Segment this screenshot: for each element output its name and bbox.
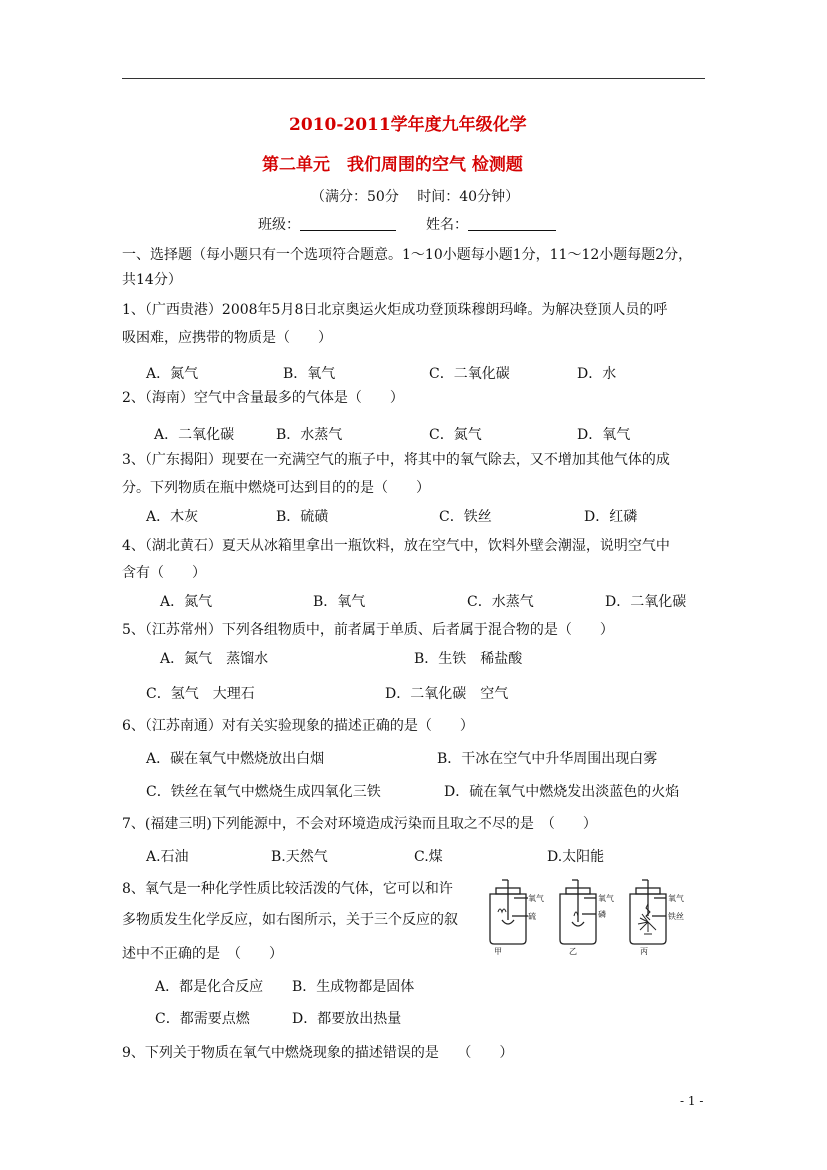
section-heading: 一、选择题（每小题只有一个选项符合题意。1～10小题每小题1分，11～12小题每题2分，: [122, 247, 693, 263]
jar1-caption: 甲: [494, 947, 502, 956]
section-heading-cont: 共14分）: [122, 272, 182, 288]
question-3-option-a: A．木灰: [146, 509, 199, 525]
question-1-option-c: C．二氧化碳: [429, 366, 510, 382]
header-rule: [122, 78, 705, 79]
question-6-option-c: C．铁丝在氧气中燃烧生成四氧化三铁: [146, 784, 381, 800]
question-2-option-d: D．氧气: [577, 427, 631, 443]
question-7-option-a: A.石油: [146, 849, 189, 865]
question-1-text: 1、（广西贵港）2008年5月8日北京奥运火炬成功登顶珠穆朗玛峰。为解决登顶人员的呼: [122, 302, 668, 318]
question-2-option-b: B．水蒸气: [276, 427, 343, 443]
question-2-option-a: A．二氧化碳: [154, 427, 235, 443]
question-3-text-cont: 分。下列物质在瓶中燃烧可达到目的的是（ ）: [122, 480, 430, 496]
question-9-text: 9、下列关于物质在氧气中燃烧现象的描述错误的是 （ ）: [122, 1045, 514, 1061]
jar2-label-phosphorus: 磷: [598, 910, 606, 919]
question-7-option-c: C.煤: [414, 849, 443, 865]
class-field: [258, 216, 396, 234]
jar-phosphorus: [560, 880, 596, 944]
document-subtitle: 第二单元 我们周围的空气 检测题: [262, 155, 523, 175]
jar-iron-wire: [630, 880, 666, 944]
jar2-caption: 乙: [569, 947, 577, 956]
question-3-option-d: D．红磷: [584, 509, 638, 525]
jar3-label-oxygen: 氧气: [668, 894, 684, 903]
question-4-text: 4、（湖北黄石）夏天从冰箱里拿出一瓶饮料，放在空气中，饮料外壁会潮湿，说明空气中: [122, 538, 670, 554]
question-8-option-c: C．都需要点燃: [155, 1011, 250, 1027]
question-8-text: 8、氧气是一种化学性质比较活泼的气体，它可以和许: [122, 881, 453, 897]
jar3-label-iron: 铁丝: [668, 912, 684, 921]
question-8-option-a: A．都是化合反应: [155, 979, 264, 995]
question-3-text: 3、（广东揭阳）现要在一充满空气的瓶子中，将其中的氧气除去，又不增加其他气体的成: [122, 452, 670, 468]
question-7-text: 7、(福建三明)下列能源中，不会对环境造成污染而且取之不尽的是 （ ）: [122, 816, 597, 832]
question-1-option-d: D．水: [577, 366, 617, 382]
question-5-option-b: B．生铁 稀盐酸: [414, 651, 523, 667]
combustion-jars-figure: [482, 876, 692, 956]
class-blank: [300, 216, 396, 231]
question-7-option-d: D.太阳能: [547, 849, 605, 865]
name-blank: [468, 216, 556, 231]
question-8-option-b: B．生成物都是固体: [292, 979, 415, 995]
page-number: - 1 -: [680, 1094, 704, 1108]
question-7-option-b: B.天然气: [271, 849, 328, 865]
question-4-text-cont: 含有（ ）: [122, 565, 206, 581]
jar1-label-sulfur: 硫: [528, 912, 536, 921]
question-6-option-a: A．碳在氧气中燃烧放出白烟: [146, 751, 325, 767]
question-4-option-a: A．氮气: [160, 594, 213, 610]
question-4-option-c: C．水蒸气: [467, 594, 534, 610]
question-1-option-a: A．氮气: [146, 366, 199, 382]
question-5-option-d: D．二氧化碳 空气: [385, 686, 509, 702]
question-8-option-d: D．都要放出热量: [292, 1011, 402, 1027]
exam-info: （满分：50分 时间：40分钟）: [311, 189, 520, 205]
question-5-text: 5、（江苏常州）下列各组物质中，前者属于单质、后者属于混合物的是（ ）: [122, 622, 614, 638]
question-1-option-b: B．氧气: [283, 366, 336, 382]
question-4-option-d: D．二氧化碳: [605, 594, 687, 610]
question-8-text-cont: 多物质发生化学反应，如右图所示，关于三个反应的叙: [122, 912, 458, 928]
jar-sulfur: [490, 880, 528, 944]
name-label: 姓名：: [426, 217, 468, 233]
question-5-option-c: C．氢气 大理石: [146, 686, 255, 702]
jar3-caption: 丙: [640, 947, 648, 956]
jar2-label-oxygen: 氧气: [598, 894, 614, 903]
question-5-option-a: A．氮气 蒸馏水: [160, 651, 269, 667]
name-field: [426, 216, 556, 234]
question-2-text: 2、（海南）空气中含量最多的气体是（ ）: [122, 390, 404, 406]
question-3-option-b: B．硫磺: [276, 509, 329, 525]
question-2-option-c: C．氮气: [429, 427, 482, 443]
question-8-text-cont2: 述中不正确的是 （ ）: [122, 946, 283, 962]
question-3-option-c: C．铁丝: [439, 509, 492, 525]
class-label: 班级：: [258, 217, 300, 233]
question-6-text: 6、（江苏南通）对有关实验现象的描述正确的是（ ）: [122, 718, 474, 734]
question-1-text-cont: 吸困难，应携带的物质是（ ）: [122, 330, 332, 346]
question-4-option-b: B．氧气: [313, 594, 366, 610]
document-title: 2010-2011学年度九年级化学: [289, 115, 527, 135]
question-6-option-d: D．硫在氧气中燃烧发出淡蓝色的火焰: [444, 784, 680, 800]
jar1-label-oxygen: 氧气: [528, 894, 544, 903]
question-6-option-b: B．干冰在空气中升华周围出现白雾: [437, 751, 658, 767]
